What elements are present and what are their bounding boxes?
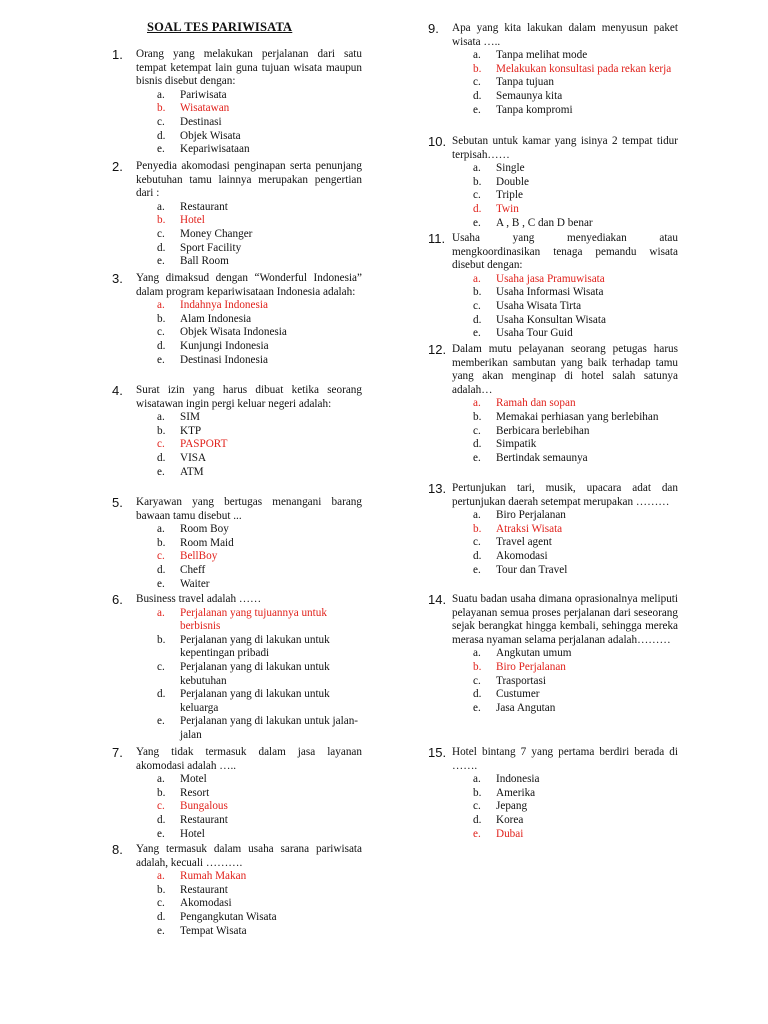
option-text: Usaha jasa Pramuwisata [496, 272, 605, 285]
answer-option [157, 130, 362, 144]
option-letter: c. [473, 674, 481, 687]
option-text: Tour dan Travel [496, 563, 568, 576]
answer-option [157, 814, 362, 828]
option-letter: c. [473, 800, 481, 813]
option-text: Restaurant [180, 883, 228, 896]
answer-option [157, 326, 362, 340]
answer-option [157, 116, 362, 130]
answer-option [157, 255, 362, 269]
option-letter: d. [473, 549, 482, 562]
option-letter: b. [473, 522, 482, 535]
option-text: Trasportasi [496, 674, 546, 687]
answer-option [473, 425, 678, 439]
answer-option [473, 675, 678, 689]
answer-options [428, 49, 678, 117]
option-text: Pengangkutan Wisata [180, 910, 277, 923]
option-letter: e. [473, 827, 481, 840]
question-number: 14. [428, 592, 447, 607]
answer-option [157, 466, 362, 480]
option-letter: d. [157, 451, 166, 464]
question-10 [428, 135, 678, 230]
answer-option [157, 787, 362, 801]
option-text: ATM [180, 465, 204, 478]
answer-option-correct [473, 523, 678, 537]
option-letter: b. [157, 312, 166, 325]
answer-option [473, 702, 678, 716]
question-text: Karyawan yang bertugas menangani barang bawaan tamu disebut ... [136, 496, 362, 522]
option-letter: c. [157, 550, 165, 563]
option-letter: a. [473, 272, 481, 285]
option-letter: c. [473, 76, 481, 89]
answer-option [157, 340, 362, 354]
option-letter: b. [473, 62, 482, 75]
answer-option-correct [473, 203, 678, 217]
answer-option [157, 201, 362, 215]
answer-option-correct [473, 397, 678, 411]
option-text: Single [496, 162, 525, 175]
option-text: Objek Wisata [180, 129, 241, 142]
option-letter: b. [157, 536, 166, 549]
answer-option [157, 911, 362, 925]
answer-option-correct [157, 550, 362, 564]
option-letter: a. [157, 773, 165, 786]
question-9 [428, 22, 678, 117]
option-text: Perjalanan yang tujuannya untuk berbisnis [180, 606, 327, 633]
option-text: Objek Wisata Indonesia [180, 326, 287, 339]
option-letter: a. [157, 411, 165, 424]
option-letter: c. [473, 189, 481, 202]
option-text: Double [496, 175, 529, 188]
answer-option [473, 550, 678, 564]
option-text: A , B , C dan D benar [496, 216, 593, 229]
option-letter: c. [157, 800, 165, 813]
option-letter: b. [473, 410, 482, 423]
option-text: SIM [180, 411, 200, 424]
option-letter: a. [473, 773, 481, 786]
answer-option [473, 189, 678, 203]
option-letter: b. [157, 883, 166, 896]
option-text: Wisatawan [180, 102, 230, 115]
question-number: 11. [428, 231, 446, 246]
question-text: Dalam mutu pelayanan seorang petugas harus memberikan sambutan yang baik terhadap tamu yang akan menginap di hotel salah satunya adalah… [452, 343, 678, 396]
answer-options [428, 647, 678, 715]
answer-option [157, 452, 362, 466]
option-text: Indonesia [496, 773, 540, 786]
option-letter: e. [157, 715, 165, 728]
question-text: Surat izin yang harus dibuat ketika seorang wisatawan ingin pergi keluar negeri adalah: [136, 384, 362, 410]
option-text: Motel [180, 773, 207, 786]
option-text: Sport Facility [180, 241, 242, 254]
answer-option-correct [157, 438, 362, 452]
question-number: 2. [112, 159, 123, 174]
answer-option [473, 773, 678, 787]
option-letter: d. [473, 89, 482, 102]
option-letter: a. [157, 523, 165, 536]
question-text: Sebutan untuk kamar yang isinya 2 tempat tidur terpisah…… [452, 135, 678, 161]
option-letter: a. [473, 49, 481, 62]
question-number: 9. [428, 21, 439, 36]
option-text: Jasa Angutan [496, 701, 556, 714]
option-letter: b. [473, 660, 482, 673]
option-letter: c. [157, 438, 165, 451]
option-letter: d. [473, 438, 482, 451]
option-letter: e. [473, 103, 481, 116]
option-letter: a. [473, 162, 481, 175]
answer-option [157, 634, 362, 661]
answer-options [428, 162, 678, 230]
question-number: 1. [112, 47, 123, 62]
option-letter: b. [157, 102, 166, 115]
option-text: Usaha Konsultan Wisata [496, 313, 606, 326]
option-letter: d. [473, 202, 482, 215]
option-letter: d. [157, 563, 166, 576]
option-text: Usaha Wisata Tirta [496, 299, 582, 312]
option-letter: c. [157, 660, 165, 673]
option-letter: c. [157, 897, 165, 910]
answer-options [428, 509, 678, 577]
answer-option-correct [157, 870, 362, 884]
option-text: Ramah dan sopan [496, 397, 576, 410]
question-text: Hotel bintang 7 yang pertama berdiri berada di ……. [452, 746, 678, 772]
option-letter: d. [473, 688, 482, 701]
option-letter: e. [473, 451, 481, 464]
option-text: Usaha Informasi Wisata [496, 286, 604, 299]
answer-option [473, 688, 678, 702]
question-1 [112, 48, 362, 157]
answer-option [157, 313, 362, 327]
option-text: Akomodasi [180, 897, 232, 910]
answer-option [157, 89, 362, 103]
question-text: Business travel adalah …… [136, 593, 262, 605]
answer-option [157, 537, 362, 551]
answer-option [473, 564, 678, 578]
option-text: Cheff [180, 563, 206, 576]
option-text: Dubai [496, 827, 524, 840]
option-letter: e. [157, 577, 165, 590]
option-letter: e. [157, 924, 165, 937]
option-text: VISA [180, 451, 207, 464]
option-text: Destinasi Indonesia [180, 353, 268, 366]
answer-option-correct [473, 828, 678, 842]
question-number: 5. [112, 495, 123, 510]
option-letter: d. [157, 339, 166, 352]
answer-option [473, 76, 678, 90]
answer-options [112, 299, 362, 367]
answer-option [473, 90, 678, 104]
question-15 [428, 746, 678, 841]
answer-option [157, 411, 362, 425]
option-text: PASPORT [180, 438, 228, 451]
option-text: Triple [496, 189, 523, 202]
answer-option [473, 411, 678, 425]
option-text: Angkutan umum [496, 647, 572, 660]
answer-option [157, 884, 362, 898]
option-text: Melakukan konsultasi pada rekan kerja [496, 62, 672, 75]
answer-option [473, 217, 678, 231]
option-text: Biro Perjalanan [496, 660, 566, 673]
option-letter: b. [473, 786, 482, 799]
option-letter: a. [157, 299, 165, 312]
option-text: Indahnya Indonesia [180, 299, 268, 312]
question-14 [428, 593, 678, 715]
answer-option [157, 828, 362, 842]
question-text: Orang yang melakukan perjalanan dari satu tempat ketempat lain guna tujuan wisata maupun bisnis disebut dengan: [136, 48, 362, 88]
question-6 [112, 593, 362, 743]
answer-option [473, 452, 678, 466]
option-letter: e. [157, 827, 165, 840]
option-text: Pariwisata [180, 88, 227, 101]
option-letter: b. [157, 633, 166, 646]
question-12 [428, 343, 678, 465]
option-text: Atraksi Wisata [496, 522, 563, 535]
answer-options [112, 89, 362, 157]
option-text: Hotel [180, 214, 205, 227]
option-text: Korea [496, 813, 524, 826]
answer-option-correct [473, 273, 678, 287]
answer-option-correct [157, 102, 362, 116]
option-letter: e. [157, 353, 165, 366]
option-text: Room Boy [180, 523, 229, 536]
option-text: Destinasi [180, 115, 222, 128]
option-text: Biro Perjalanan [496, 509, 566, 522]
answer-options [428, 273, 678, 341]
question-5 [112, 496, 362, 591]
question-number: 12. [428, 342, 447, 357]
option-text: Berbicara berlebihan [496, 424, 590, 437]
option-text: Tanpa kompromi [496, 103, 573, 116]
option-text: Memakai perhiasan yang berlebihan [496, 410, 659, 423]
option-text: Perjalanan yang di lakukan untuk keluarga [180, 688, 330, 714]
option-letter: a. [157, 200, 165, 213]
option-letter: d. [157, 241, 166, 254]
answer-option [473, 647, 678, 661]
answer-option [473, 814, 678, 828]
question-text: Suatu badan usaha dimana oprasionalnya meliputi pelayanan semua proses perjalanan dari seseorang sejak berangkat hingga kembali, sehingga mereka merasa nyaman selama perjalanan adalah……… [452, 593, 678, 646]
answer-option [157, 578, 362, 592]
answer-option [157, 143, 362, 157]
question-11 [428, 232, 678, 341]
question-text: Apa yang kita lakukan dalam menyusun paket wisata ….. [452, 22, 678, 48]
question-text: Yang termasuk dalam usaha sarana pariwisata adalah, kecuali ………. [136, 843, 362, 869]
answer-option-correct [157, 299, 362, 313]
answer-option [157, 242, 362, 256]
question-number: 3. [112, 271, 123, 286]
option-letter: a. [157, 870, 165, 883]
answer-option [157, 564, 362, 578]
option-letter: d. [157, 813, 166, 826]
question-text: Usaha yang menyediakan atau mengkoordinasikan tenaga pemandu wisata disebut dengan: [452, 232, 678, 272]
answer-option [473, 800, 678, 814]
option-letter: e. [473, 701, 481, 714]
option-text: Perjalanan yang di lakukan untuk jalan-jalan [180, 715, 359, 741]
option-letter: a. [157, 606, 165, 619]
option-letter: e. [157, 255, 165, 268]
answer-option [473, 438, 678, 452]
answer-option [157, 523, 362, 537]
option-letter: a. [473, 647, 481, 660]
option-text: Kepariwisataan [180, 143, 250, 156]
option-letter: c. [157, 326, 165, 339]
option-text: Ball Room [180, 255, 229, 268]
option-letter: c. [157, 227, 165, 240]
answer-option-correct [157, 800, 362, 814]
option-text: Twin [496, 202, 519, 215]
option-letter: a. [473, 397, 481, 410]
question-number: 8. [112, 842, 123, 857]
question-number: 10. [428, 134, 447, 149]
question-4 [112, 384, 362, 479]
answer-options [112, 411, 362, 479]
answer-option [157, 425, 362, 439]
option-text: Tanpa tujuan [496, 76, 554, 89]
answer-option [157, 897, 362, 911]
answer-option [157, 925, 362, 939]
question-3 [112, 272, 362, 367]
answer-option [473, 300, 678, 314]
option-letter: d. [157, 688, 166, 701]
answer-option [473, 536, 678, 550]
option-text: Money Changer [180, 227, 253, 240]
option-text: Perjalanan yang di lakukan untuk kebutuhan [180, 660, 330, 687]
option-text: Tempat Wisata [180, 924, 247, 937]
option-text: Alam Indonesia [180, 312, 252, 325]
question-7 [112, 746, 362, 841]
question-text: Yang tidak termasuk dalam jasa layanan akomodasi adalah ….. [136, 746, 362, 772]
option-text: Restaurant [180, 813, 228, 826]
question-number: 6. [112, 592, 123, 607]
option-letter: e. [473, 563, 481, 576]
answer-option-correct [473, 63, 678, 77]
answer-option [157, 688, 362, 715]
answer-option-correct [157, 607, 362, 634]
option-letter: b. [157, 786, 166, 799]
answer-options [112, 870, 362, 938]
option-text: Akomodasi [496, 549, 548, 562]
question-text: Yang dimaksud dengan “Wonderful Indonesia” dalam program kepariwisataan Indonesia adalah: [136, 272, 362, 298]
option-text: Amerika [496, 786, 536, 799]
option-letter: c. [157, 115, 165, 128]
question-number: 4. [112, 383, 123, 398]
answer-option [473, 162, 678, 176]
option-text: Jepang [496, 800, 528, 813]
answer-option [473, 176, 678, 190]
option-letter: d. [473, 313, 482, 326]
answer-option-correct [157, 214, 362, 228]
answer-option-correct [473, 661, 678, 675]
question-2 [112, 160, 362, 269]
option-text: Travel agent [496, 536, 552, 549]
answer-options [112, 773, 362, 841]
option-text: Hotel [180, 827, 205, 840]
answer-option [473, 509, 678, 523]
answer-option [473, 286, 678, 300]
question-text: Pertunjukan tari, musik, upacara adat dan pertunjukan daerah setempat merupakan ……… [452, 482, 678, 508]
answer-options [428, 397, 678, 465]
question-text: Penyedia akomodasi penginapan serta penunjang kebutuhan tamu lainnya merupakan pengertian dari : [136, 160, 362, 200]
option-letter: d. [473, 813, 482, 826]
option-text: Perjalanan yang di lakukan untuk kepentingan pribadi [180, 633, 330, 660]
question-13 [428, 482, 678, 577]
question-number: 7. [112, 745, 123, 760]
option-letter: d. [157, 129, 166, 142]
option-letter: b. [157, 424, 166, 437]
option-text: Resort [180, 786, 210, 799]
answer-option [473, 104, 678, 118]
question-number: 15. [428, 745, 447, 760]
option-letter: d. [157, 910, 166, 923]
option-letter: b. [473, 286, 482, 299]
option-text: BellBoy [180, 550, 218, 563]
answer-options [112, 201, 362, 269]
answer-option [473, 327, 678, 341]
answer-options [112, 607, 362, 743]
option-letter: a. [157, 88, 165, 101]
answer-options [428, 773, 678, 841]
option-text: Restaurant [180, 200, 228, 213]
answer-option [473, 49, 678, 63]
answer-option [157, 354, 362, 368]
option-text: Waiter [180, 577, 210, 590]
option-letter: e. [157, 465, 165, 478]
option-text: Bertindak semaunya [496, 451, 588, 464]
option-letter: c. [473, 299, 481, 312]
option-text: Bungalous [180, 800, 228, 813]
option-text: KTP [180, 424, 202, 437]
option-text: Semaunya kita [496, 89, 563, 102]
option-letter: e. [473, 216, 481, 229]
option-text: Kunjungi Indonesia [180, 339, 269, 352]
option-letter: c. [473, 536, 481, 549]
option-letter: e. [157, 143, 165, 156]
answer-option [157, 228, 362, 242]
option-letter: c. [473, 424, 481, 437]
option-letter: a. [473, 509, 481, 522]
answer-option [157, 661, 362, 688]
option-letter: e. [473, 327, 481, 340]
answer-options [112, 523, 362, 591]
option-text: Room Maid [180, 536, 234, 549]
answer-option [157, 773, 362, 787]
page-title: SOAL TES PARIWISATA [147, 20, 293, 34]
option-letter: b. [157, 214, 166, 227]
question-8 [112, 843, 362, 938]
question-number: 13. [428, 481, 447, 496]
answer-option [473, 314, 678, 328]
option-text: Custumer [496, 688, 540, 701]
option-text: Usaha Tour Guid [496, 327, 573, 340]
option-text: Tanpa melihat mode [496, 49, 588, 62]
answer-option [473, 787, 678, 801]
option-text: Rumah Makan [180, 870, 247, 883]
option-text: Simpatik [496, 438, 537, 451]
answer-option [157, 715, 362, 742]
option-letter: b. [473, 175, 482, 188]
